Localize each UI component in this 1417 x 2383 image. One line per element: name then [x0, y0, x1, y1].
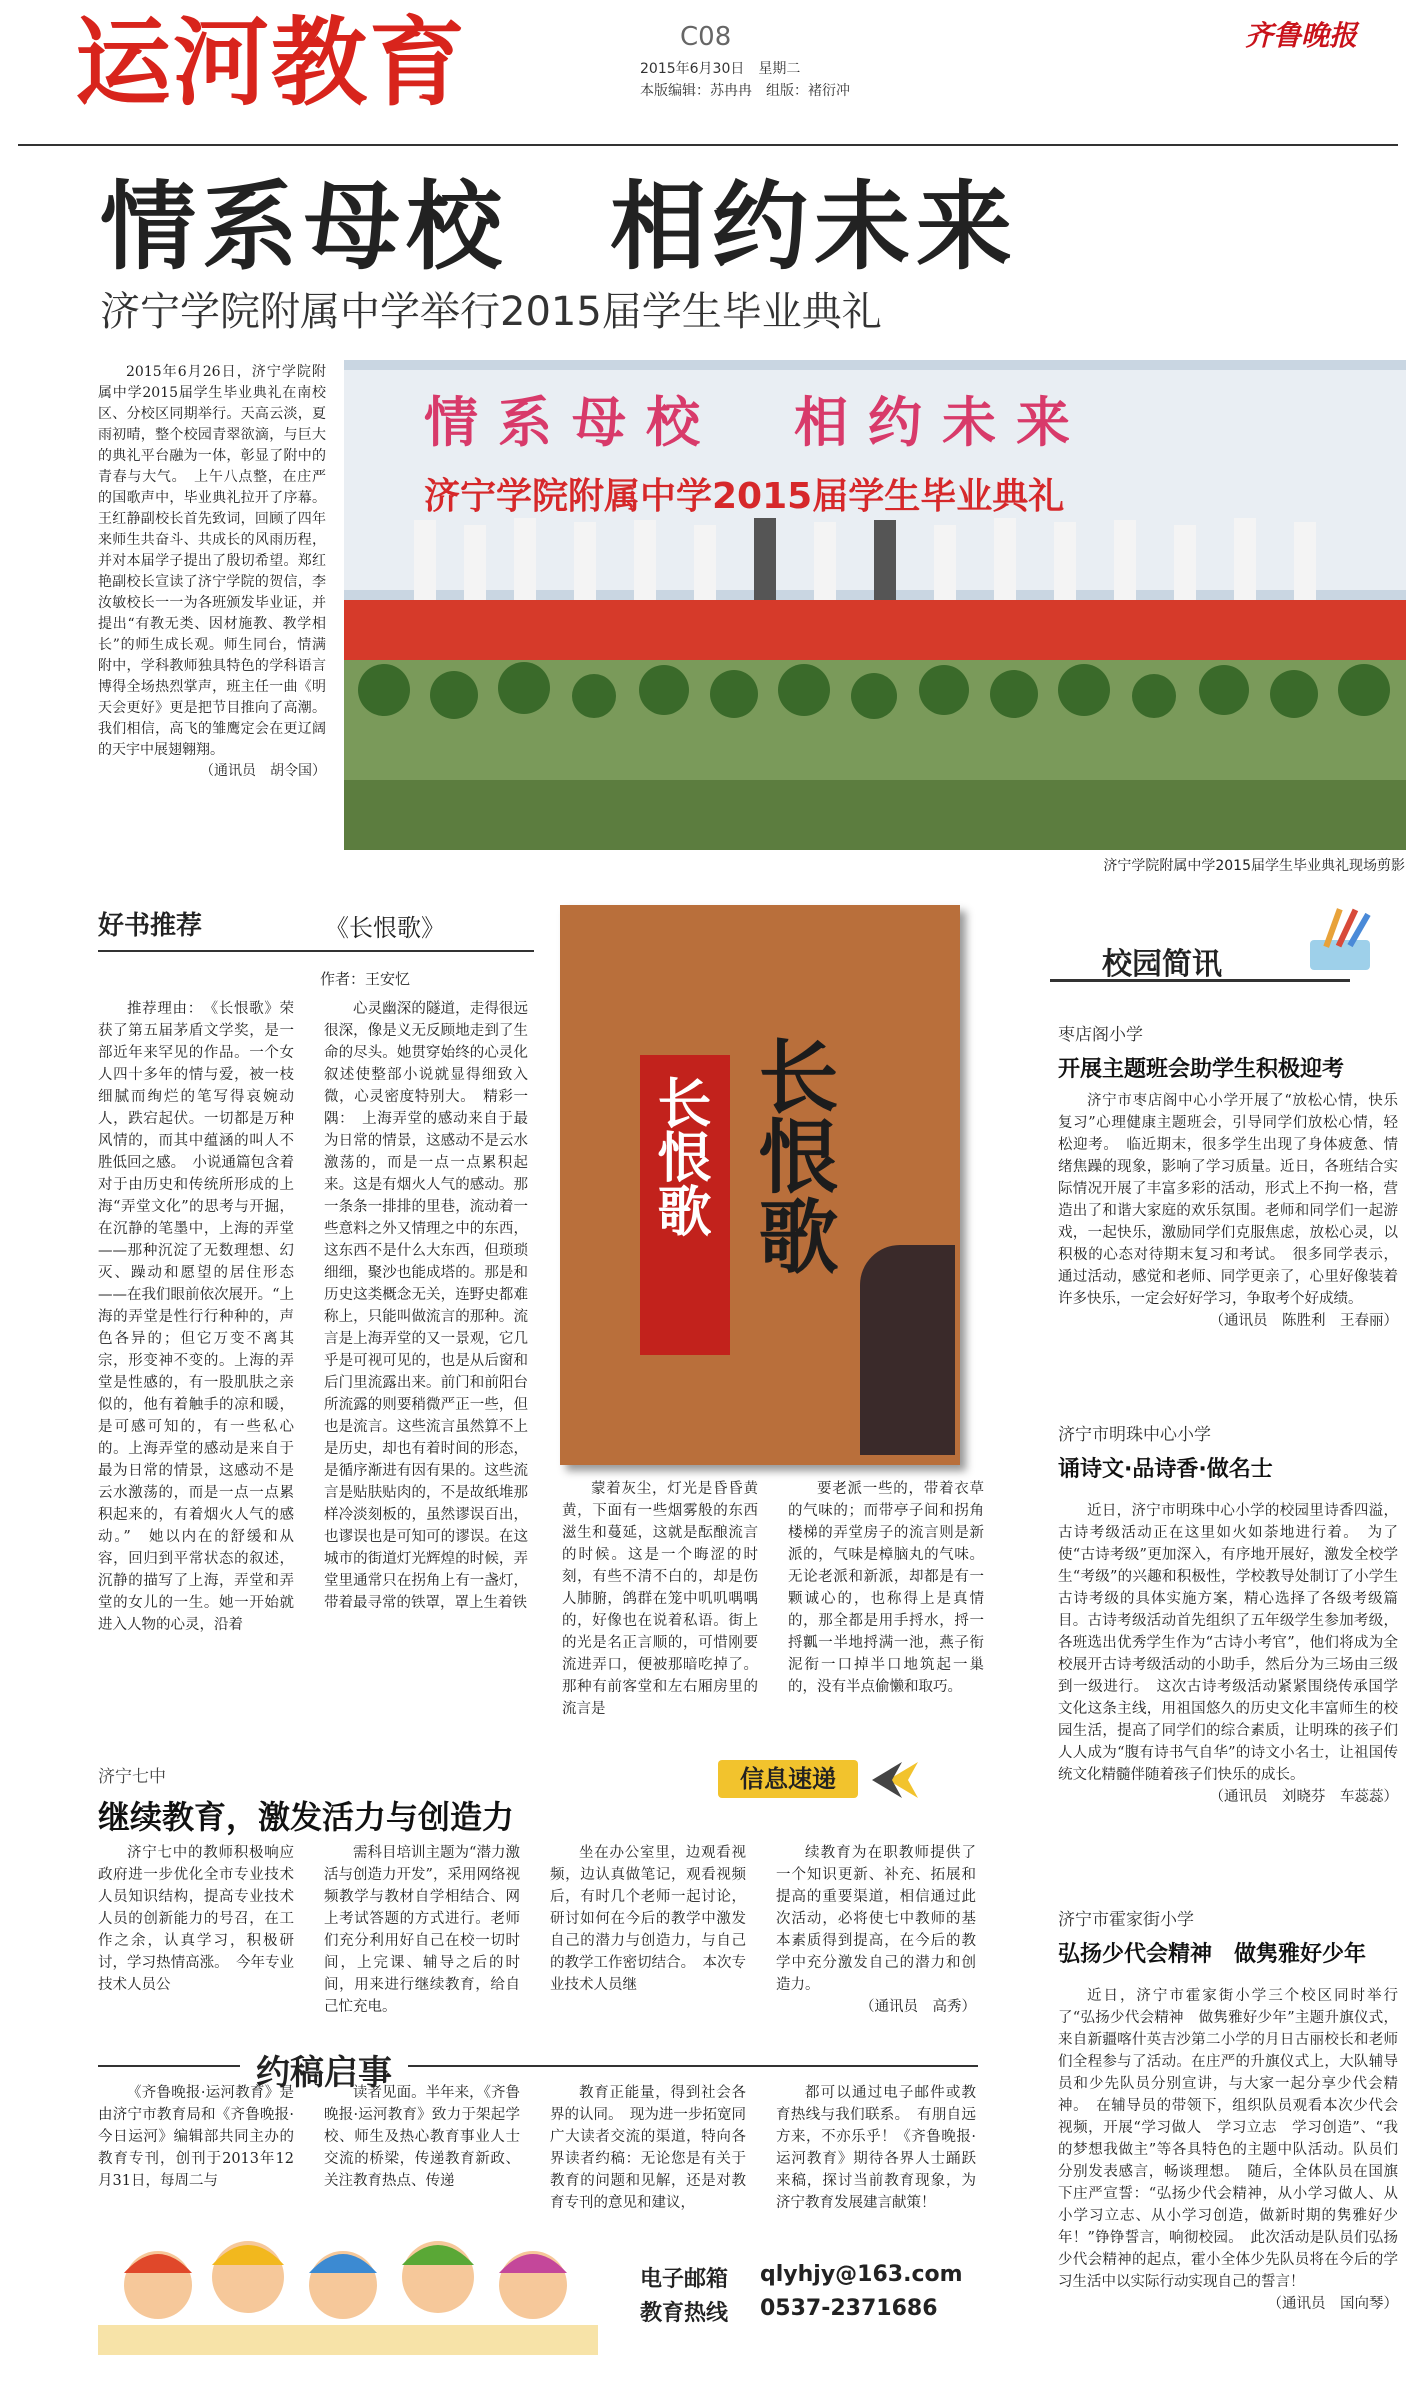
children-illustration	[98, 2215, 598, 2355]
call-rule	[98, 2065, 978, 2067]
briefs-heading: 校园简讯	[1102, 947, 1222, 982]
arrow-icon	[868, 1760, 928, 1800]
brief-3-title: 弘扬少代会精神 做隽雅好少年	[1058, 1942, 1367, 1967]
info-badge	[718, 1760, 858, 1798]
book-section-rule	[98, 950, 534, 952]
qizhong-byline: （通讯员 高秀）	[860, 1999, 976, 2015]
brief-2-school: 济宁市明珠中心小学	[1058, 1425, 1211, 1445]
book-col-2: 心灵幽深的隧道，走得很远很深，像是义无反顾地走到了生命的尽头。她贯穿始终的心灵化叙述使整部小说就显得细致入微，心灵密度特别大。 精彩一隅： 上海弄堂的感动来自于最为日常的情景，这感动不是云水激荡的，而是一点一点累积起来。这是有烟火人气的感动。那一条条一排排的里巷，流动着一些意料之外又情理之中的东西，这东西不是什么大东西，但琐琐细细，聚沙也能成塔的。那是和历史这类概念无关，连野史都难称上，只能叫做流言的那种。流言是上海弄堂的又一景观，它几乎是可视可见的，也是从后窗和后门里流露出来。前门和前阳台所流露的则要稍微严正一些，但也是流言。这些流言虽然算不上是历史，却也有着时间的形态，是循序渐进有因有果的。这些流言是贴肤贴肉的，不是故纸堆那样冷淡刻板的，虽然谬误百出，也谬误也是可知可的谬误。在这城市的街道灯光辉煌的时候，弄堂里通常只在拐角上有一盏灯，带着最寻常的铁罩，罩上生着铁	[324, 1001, 528, 1611]
brief-2-byline: （通讯员 刘晓芬 车蕊蕊）	[1209, 1789, 1398, 1805]
qizhong-col-3: 坐在办公室里，边观看视频，边认真做笔记，观看视频后，有时几个老师一起讨论，研讨如何在今后的教学中激发自己的潜力与创造力，与自己的教学工作密切结合。 本次专业技术人员继	[550, 1845, 746, 1993]
book-col-4: 要老派一些的，带着衣草的气味的；而带亭子间和拐角楼梯的弄堂房子的流言则是新派的，气味是樟脑丸的气味。无论老派和新派，却都是有一颗诚心的，也称得上是真情的，那全都是用手捋水，捋一捋瓤一半地捋满一池，燕子衔泥衔一口掉半口地筑起一巢的，没有半点偷懒和取巧。	[788, 1481, 984, 1695]
cover-title: 长恨歌	[649, 1075, 713, 1237]
hotline-number: 0537-2371686	[760, 2296, 938, 2321]
lead-headline: 情系母校 相约未来	[100, 171, 1018, 283]
qizhong-col-4: 续教育为在职教师提供了一个知识更新、补充、拓展和提高的重要渠道，相信通过此次活动，必将使七中教师的基本素质得到提高，在今后的教学中充分激发自己的潜力和创造力。 （通讯员 高秀）	[776, 1842, 976, 2002]
lead-subhead: 济宁学院附属中学举行2015届学生毕业典礼	[100, 289, 882, 335]
brief-1-title: 开展主题班会助学生积极迎考	[1058, 1057, 1345, 1082]
hotline-label: 教育热线	[640, 2301, 729, 2326]
qizhong-col-2: 需科目培训主题为“潜力激活与创造力开发”，采用网络视频教学与教材自学相结合、网上考试答题的方式进行。老师们充分利用好自己在校一切时间，上完课、辅导之后的时间，用来进行继续教育，给自己忙充电。	[324, 1845, 520, 2015]
qizhong-headline: 继续教育，激发活力与创造力	[98, 1798, 515, 1836]
brief-3-byline: （通讯员 国向琴）	[1267, 2296, 1398, 2312]
book-col-3: 蒙着灰尘，灯光是昏昏黄黄，下面有一些烟雾般的东西滋生和蔓延，这就是酝酿流言的时候。这是一个晦涩的时刻，有些不清不白的，却是伤人肺腑，鸽群在笼中叽叽喁喁的，好像也在说着私语。街上的光是名正言顺的，可惜刚要流进弄口，便被那暗吃掉了。那种有前客堂和左右厢房里的流言是	[562, 1481, 758, 1717]
brief-1-byline: （通讯员 陈胜利 王春丽）	[1209, 1313, 1398, 1329]
brief-2-body: 近日，济宁市明珠中心小学的校园里诗香四溢，古诗考级活动正在这里如火如荼地进行着。 为了使“古诗考级”更加深入，有序地开展好，激发全校学生“考级”的兴趣和积极性，学校教导处制订了小学生古诗考级的具体实施方案，精心选择了各级考级篇目。古诗考级活动首先组织了五年级学生参加考级，各班选出优秀学生作为“古诗小考官”，他们将成为全校展开古诗考级活动的小助手，然后分为三场由三级到一级进行。 这次古诗考级活动紧紧围绕传承国学文化这条主线，用祖国悠久的历史文化丰富师生的校园生活，提高了同学们的综合素质，让明珠的孩子们人人成为“腹有诗书气自华”的诗文小名士，让祖国传统文化精髓伴随着孩子们快乐的成长。 （通讯员 刘晓芬 车蕊蕊）	[1058, 1500, 1398, 1880]
call-col-4: 都可以通过电子邮件或教育热线与我们联系。 有朋自远方来，不亦乐乎！《齐鲁晚报·运河教育》期待各界人士踊跃来稿，探讨当前教育现象，为济宁教育发展建言献策！	[776, 2085, 976, 2211]
email-label: 电子邮箱	[640, 2267, 729, 2292]
photo-caption: 济宁学院附属中学2015届学生毕业典礼现场剪影	[1103, 858, 1405, 874]
brief-1-school: 枣店阁小学	[1058, 1025, 1143, 1045]
banner-line-1: 情系母校 相约未来	[424, 391, 1090, 454]
pencil-icon	[1300, 900, 1380, 980]
call-heading: 约稿启事	[240, 2045, 408, 2094]
banner-line-2: 济宁学院附属中学2015届学生毕业典礼	[424, 476, 1065, 517]
brief-3-body: 近日，济宁市霍家街小学三个校区同时举行了“弘扬少代会精神 做隽雅好少年”主题升旗仪式，来自新疆喀什英吉沙第二小学的月日古丽校长和老师们全程参与了活动。在庄严的升旗仪式上，大队辅导员和少先队员分别宣讲，与大家一起分享少代会精神。 在辅导员的带领下，组织队员观看本次少代会视频，开展“学习做人 学习立志 学习创造”、“我的梦想我做主”等各具特色的主题中队活动。队员们分别发表感言，畅谈理想。 随后，全体队员在国旗下庄严宣誓：“弘扬少代会精神，从小学习做人、从小学习立志、从小学习创造，做新时期的隽雅好少年！”铮铮誓言，响彻校园。 此次活动是队员们弘扬少代会精神的起点，霍小全体少先队员将在今后的学习生活中以实际行动实现自己的誓言！ （通讯员 国向琴）	[1058, 1985, 1398, 2360]
call-col-1: 《齐鲁晚报·运河教育》是由济宁市教育局和《齐鲁晚报·今日运河》编辑部共同主办的教育专刊，创刊于2013年12月31日，每周二与	[98, 2085, 294, 2189]
call-col-3: 教育正能量，得到社会各界的认同。 现为进一步拓宽同广大读者交流的渠道，特向各界读者约稿：无论您是有关于教育的问题和见解，还是对教育专刊的意见和建议，	[550, 2085, 746, 2211]
book-cover-image	[560, 905, 960, 1465]
lead-byline: （通讯员 胡令国）	[200, 763, 326, 779]
call-col-2: 读者见面。半年来，《齐鲁晚报·运河教育》致力于架起学校、师生及热心教育事业人士交流的桥梁，传递教育新政、关注教育热点、传递	[324, 2085, 520, 2189]
book-title: 《长恨歌》	[325, 914, 445, 942]
brand-logo: 齐鲁晚报	[1244, 19, 1357, 52]
masthead-title: 运河教育	[75, 7, 467, 119]
email-link[interactable]: qlyhjy@163.com	[760, 2262, 963, 2287]
brief-3-school: 济宁市霍家街小学	[1058, 1910, 1194, 1930]
cover-calligraphy: 长恨歌	[745, 1035, 839, 1275]
brief-1-body: 济宁市枣店阁中心小学开展了“放松心情，快乐复习”心理健康主题班会，引导同学们放松心情，轻松迎考。 临近期末，很多学生出现了身体疲惫、情绪焦躁的现象，影响了学习质量。近日，各班结合实际情况开展了丰富多彩的活动，形式上不拘一格，营造出了和谐大家庭的欢乐氛围。老师和同学们一起游戏，一起快乐，激励同学们克服焦虑，放松心灵，以积极的心态对待期末复习和考试。 很多同学表示，通过活动，感觉和老师、同学更亲了，心里好像装着许多快乐，一定会好好学习，争取考个好成绩。 （通讯员 陈胜利 王春丽）	[1058, 1090, 1398, 1390]
qizhong-col-1: 济宁七中的教师积极响应政府进一步优化全市专业技术人员知识结构，提高专业技术人员的创新能力的号召，在工作之余，认真学习，积极研讨，学习热情高涨。 今年专业技术人员公	[98, 1845, 294, 1993]
book-author: 作者：王安忆	[320, 970, 411, 988]
info-badge-label: 信息速递	[740, 1765, 836, 1793]
book-section-heading: 好书推荐	[98, 911, 203, 941]
issue-date: 2015年6月30日 星期二	[640, 61, 801, 77]
book-col-1: 推荐理由： 《长恨歌》荣获了第五届茅盾文学奖，是一部近年来罕见的作品。一个女人四十多年的情与爱，被一枝细腻而绚烂的笔写得哀婉动人，跌宕起伏。一切都是万种风情的，而其中蕴涵的叫人不胜低回之感。 小说通篇包含着对于由历史和传统所形成的上海“弄堂文化”的思考与开掘，在沉静的笔墨中，上海的弄堂——那种沉淀了无数理想、幻灭、躁动和愿望的居住形态——在我们眼前依次展开。“上海的弄堂是性行行种种的，声色各异的；但它万变不离其宗，形变神不变的。上海的弄堂是性感的，有一股肌肤之亲似的，他有着触手的凉和暖，是可感可知的，有一些私心的。上海弄堂的感动是来自于最为日常的情景，这感动不是云水激荡的，而是一点一点累积起来的，有着烟火人气的感动。” 她以内在的舒缓和从容，回归到平常状态的叙述，沉静的描写了上海，弄堂和弄堂的女儿的一生。她一开始就进入人物的心灵，沿着	[98, 1001, 294, 1633]
ceremony-photo	[344, 360, 1406, 850]
editor-credits: 本版编辑：苏冉冉 组版：褚衍冲	[640, 83, 850, 99]
masthead-rule	[18, 144, 1398, 146]
brief-2-title: 诵诗文·品诗香·做名士	[1058, 1457, 1273, 1482]
qizhong-kicker: 济宁七中	[98, 1767, 166, 1787]
lead-body: 2015年6月26日，济宁学院附属中学2015届学生毕业典礼在南校区、分校区同期举行。天高云淡，夏雨初晴，整个校园青翠欲滴，与巨大的典礼平台融为一体，彰显了附中的青春与大气。 上午八点整，在庄严的国歌声中，毕业典礼拉开了序幕。王红静副校长首先致词，回顾了四年来师生共奋斗、共成长的风雨历程，并对本届学子提出了殷切希望。郑红艳副校长宣读了济宁学院的贺信，李汝敏校长一一为各班颁发毕业证，并提出“有教无类、因材施教、教学相长”的师生成长观。师生同台，情满附中，学科教师独具特色的学科语言博得全场热烈掌声，班主任一曲《明天会更好》更是把节目推向了高潮。我们相信，高飞的雏鹰定会在更辽阔的天宇中展翅翱翔。 （通讯员 胡令国）	[98, 362, 326, 867]
page-number: C08	[680, 22, 732, 52]
